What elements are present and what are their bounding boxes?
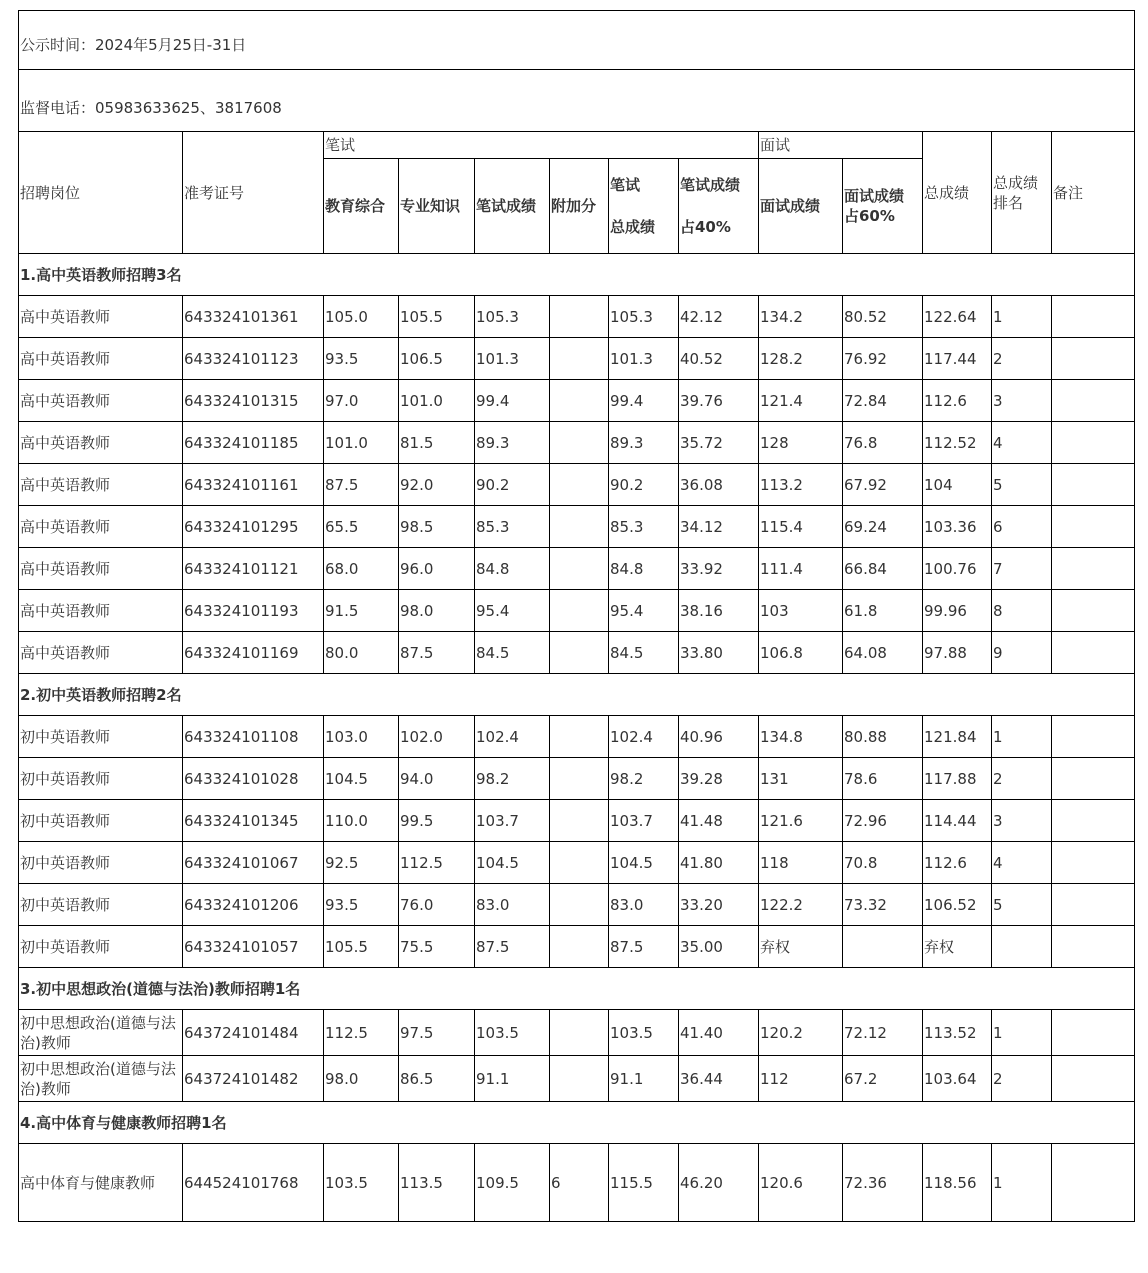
cell-major-score: 98.5: [399, 506, 475, 548]
cell-written-total: 95.4: [609, 590, 679, 632]
cell-ticket: 643324101169: [183, 632, 324, 674]
cell-major-score: 105.5: [399, 296, 475, 338]
cell-major-score: 101.0: [399, 380, 475, 422]
cell-interview-pct: 64.08: [843, 632, 923, 674]
cell-major-score: 86.5: [399, 1056, 475, 1102]
cell-interview-pct: 80.88: [843, 716, 923, 758]
cell-major-score: 92.0: [399, 464, 475, 506]
cell-rank: 1: [992, 1010, 1052, 1056]
header-written-pct: [679, 159, 759, 254]
cell-edu-score: 105.5: [324, 926, 399, 968]
cell-bonus: [550, 884, 609, 926]
cell-interview-pct: 72.12: [843, 1010, 923, 1056]
cell-position: 高中英语教师: [19, 380, 183, 422]
cell-major-score: 98.0: [399, 590, 475, 632]
table-row: [19, 1144, 1135, 1222]
cell-position: 高中英语教师: [19, 590, 183, 632]
cell-position: 高中英语教师: [19, 296, 183, 338]
cell-written-score: 87.5: [475, 926, 550, 968]
header-edu: 教育综合: [324, 159, 399, 254]
cell-position: 初中思想政治(道德与法治)教师: [19, 1010, 183, 1056]
cell-major-score: 81.5: [399, 422, 475, 464]
cell-edu-score: 98.0: [324, 1056, 399, 1102]
header-ticket: 准考证号: [183, 132, 324, 254]
cell-total-score: 97.88: [923, 632, 992, 674]
table-row: [19, 422, 1135, 464]
cell-rank: 5: [992, 464, 1052, 506]
cell-rank: 5: [992, 884, 1052, 926]
cell-bonus: [550, 506, 609, 548]
cell-ticket: 643324101315: [183, 380, 324, 422]
cell-written-pct: 39.28: [679, 758, 759, 800]
cell-interview-score: 弃权: [759, 926, 843, 968]
cell-total-score: 106.52: [923, 884, 992, 926]
cell-remark: [1052, 464, 1135, 506]
cell-remark: [1052, 842, 1135, 884]
cell-written-total: 90.2: [609, 464, 679, 506]
cell-written-pct: 41.40: [679, 1010, 759, 1056]
cell-interview-score: 120.6: [759, 1144, 843, 1222]
table-row: [19, 338, 1135, 380]
supervision-phone: 监督电话：05983633625、3817608: [19, 70, 1135, 132]
cell-interview-score: 113.2: [759, 464, 843, 506]
cell-bonus: [550, 1010, 609, 1056]
cell-remark: [1052, 716, 1135, 758]
cell-remark: [1052, 800, 1135, 842]
cell-written-pct: 34.12: [679, 506, 759, 548]
cell-interview-pct: 80.52: [843, 296, 923, 338]
cell-written-total: 115.5: [609, 1144, 679, 1222]
cell-position: 高中英语教师: [19, 632, 183, 674]
cell-ticket: 643324101121: [183, 548, 324, 590]
section-title: 3.初中思想政治(道德与法治)教师招聘1名: [19, 968, 1135, 1010]
cell-written-pct: 35.00: [679, 926, 759, 968]
cell-written-score: 104.5: [475, 842, 550, 884]
cell-interview-score: 121.6: [759, 800, 843, 842]
cell-rank: [992, 926, 1052, 968]
cell-remark: [1052, 632, 1135, 674]
cell-total-score: 弃权: [923, 926, 992, 968]
section-header-row: [19, 968, 1135, 1010]
cell-written-score: 109.5: [475, 1144, 550, 1222]
cell-position: 初中英语教师: [19, 758, 183, 800]
header-interview-score: 面试成绩: [759, 159, 843, 254]
cell-major-score: 96.0: [399, 548, 475, 590]
cell-written-score: 89.3: [475, 422, 550, 464]
cell-bonus: [550, 716, 609, 758]
cell-total-score: 121.84: [923, 716, 992, 758]
cell-edu-score: 97.0: [324, 380, 399, 422]
cell-interview-pct: 73.32: [843, 884, 923, 926]
cell-edu-score: 80.0: [324, 632, 399, 674]
cell-edu-score: 103.0: [324, 716, 399, 758]
cell-written-score: 84.8: [475, 548, 550, 590]
cell-edu-score: 87.5: [324, 464, 399, 506]
cell-ticket: 643324101206: [183, 884, 324, 926]
header-rank-line1: 总成绩: [993, 173, 1039, 192]
table-row: [19, 842, 1135, 884]
cell-position: 高中英语教师: [19, 338, 183, 380]
cell-written-score: 99.4: [475, 380, 550, 422]
cell-total-score: 104: [923, 464, 992, 506]
header-bonus: 附加分: [550, 159, 609, 254]
cell-remark: [1052, 422, 1135, 464]
cell-interview-score: 111.4: [759, 548, 843, 590]
cell-major-score: 97.5: [399, 1010, 475, 1056]
cell-ticket: 643324101295: [183, 506, 324, 548]
cell-ticket: 643324101123: [183, 338, 324, 380]
cell-major-score: 106.5: [399, 338, 475, 380]
cell-written-score: 83.0: [475, 884, 550, 926]
cell-interview-pct: 72.84: [843, 380, 923, 422]
cell-bonus: [550, 548, 609, 590]
cell-rank: 1: [992, 1144, 1052, 1222]
cell-written-total: 84.5: [609, 632, 679, 674]
cell-interview-score: 134.2: [759, 296, 843, 338]
cell-edu-score: 93.5: [324, 338, 399, 380]
cell-interview-pct: 69.24: [843, 506, 923, 548]
cell-total-score: 99.96: [923, 590, 992, 632]
cell-written-pct: 33.20: [679, 884, 759, 926]
cell-bonus: [550, 842, 609, 884]
cell-position: 高中体育与健康教师: [19, 1144, 183, 1222]
cell-edu-score: 101.0: [324, 422, 399, 464]
cell-bonus: [550, 296, 609, 338]
cell-position: 初中英语教师: [19, 716, 183, 758]
cell-written-pct: 39.76: [679, 380, 759, 422]
cell-edu-score: 65.5: [324, 506, 399, 548]
cell-written-pct: 46.20: [679, 1144, 759, 1222]
cell-interview-pct: 78.6: [843, 758, 923, 800]
cell-edu-score: 93.5: [324, 884, 399, 926]
cell-written-pct: 36.44: [679, 1056, 759, 1102]
cell-interview-score: 120.2: [759, 1010, 843, 1056]
cell-edu-score: 110.0: [324, 800, 399, 842]
cell-written-pct: 41.80: [679, 842, 759, 884]
cell-total-score: 113.52: [923, 1010, 992, 1056]
header-rank: [992, 132, 1052, 254]
header-interview-group: 面试: [759, 132, 923, 159]
cell-ticket: 643324101161: [183, 464, 324, 506]
cell-written-score: 101.3: [475, 338, 550, 380]
header-written-pct-line1: 笔试成绩: [680, 176, 741, 194]
cell-position: 高中英语教师: [19, 464, 183, 506]
table-row: [19, 1056, 1135, 1102]
table-row: [19, 548, 1135, 590]
header-written-total-line1: 笔试: [610, 176, 641, 194]
cell-written-pct: 33.92: [679, 548, 759, 590]
table-row: [19, 1010, 1135, 1056]
cell-ticket: 643324101108: [183, 716, 324, 758]
cell-total-score: 103.64: [923, 1056, 992, 1102]
cell-remark: [1052, 590, 1135, 632]
header-written-total-line2: 总成绩: [610, 218, 656, 236]
cell-rank: 1: [992, 296, 1052, 338]
cell-written-total: 101.3: [609, 338, 679, 380]
section-header-row: [19, 254, 1135, 296]
cell-written-score: 95.4: [475, 590, 550, 632]
cell-major-score: 87.5: [399, 632, 475, 674]
cell-bonus: [550, 1056, 609, 1102]
cell-remark: [1052, 884, 1135, 926]
table-row: [19, 506, 1135, 548]
cell-written-total: 87.5: [609, 926, 679, 968]
section-title: 2.初中英语教师招聘2名: [19, 674, 1135, 716]
cell-bonus: [550, 632, 609, 674]
cell-written-total: 91.1: [609, 1056, 679, 1102]
cell-interview-score: 122.2: [759, 884, 843, 926]
cell-rank: 7: [992, 548, 1052, 590]
cell-interview-score: 112: [759, 1056, 843, 1102]
cell-written-score: 98.2: [475, 758, 550, 800]
cell-remark: [1052, 758, 1135, 800]
table-row: [19, 464, 1135, 506]
cell-position: 高中英语教师: [19, 422, 183, 464]
cell-position: 高中英语教师: [19, 548, 183, 590]
cell-bonus: [550, 926, 609, 968]
cell-ticket: 643724101484: [183, 1010, 324, 1056]
cell-major-score: 75.5: [399, 926, 475, 968]
cell-total-score: 118.56: [923, 1144, 992, 1222]
section-title: 1.高中英语教师招聘3名: [19, 254, 1135, 296]
cell-major-score: 113.5: [399, 1144, 475, 1222]
cell-written-pct: 38.16: [679, 590, 759, 632]
cell-interview-pct: 76.92: [843, 338, 923, 380]
cell-rank: 4: [992, 422, 1052, 464]
cell-written-total: 103.5: [609, 1010, 679, 1056]
cell-written-pct: 40.52: [679, 338, 759, 380]
table-row: [19, 800, 1135, 842]
header-interview-pct-line2: 占60%: [844, 207, 895, 225]
header-rank-line2: 排名: [993, 193, 1024, 212]
table-row: [19, 632, 1135, 674]
cell-written-pct: 36.08: [679, 464, 759, 506]
cell-written-pct: 42.12: [679, 296, 759, 338]
cell-interview-score: 103: [759, 590, 843, 632]
cell-remark: [1052, 1010, 1135, 1056]
table-row: [19, 716, 1135, 758]
cell-written-score: 102.4: [475, 716, 550, 758]
cell-rank: 3: [992, 380, 1052, 422]
cell-edu-score: 68.0: [324, 548, 399, 590]
cell-remark: [1052, 548, 1135, 590]
cell-remark: [1052, 338, 1135, 380]
section-header-row: [19, 674, 1135, 716]
cell-ticket: 644524101768: [183, 1144, 324, 1222]
cell-total-score: 114.44: [923, 800, 992, 842]
cell-interview-pct: 66.84: [843, 548, 923, 590]
cell-total-score: 112.6: [923, 842, 992, 884]
cell-written-total: 89.3: [609, 422, 679, 464]
cell-edu-score: 104.5: [324, 758, 399, 800]
cell-interview-score: 134.8: [759, 716, 843, 758]
header-major: 专业知识: [399, 159, 475, 254]
cell-bonus: [550, 800, 609, 842]
cell-edu-score: 105.0: [324, 296, 399, 338]
header-remark: 备注: [1052, 132, 1135, 254]
cell-edu-score: 103.5: [324, 1144, 399, 1222]
cell-bonus: [550, 464, 609, 506]
cell-bonus: [550, 422, 609, 464]
cell-interview-score: 128: [759, 422, 843, 464]
cell-written-score: 90.2: [475, 464, 550, 506]
cell-interview-pct: 70.8: [843, 842, 923, 884]
cell-position: 初中思想政治(道德与法治)教师: [19, 1056, 183, 1102]
results-table: [18, 10, 1135, 1222]
cell-written-total: 83.0: [609, 884, 679, 926]
header-interview-pct-line1: 面试成绩: [844, 187, 905, 205]
cell-interview-pct: 67.92: [843, 464, 923, 506]
cell-bonus: [550, 590, 609, 632]
table-row: [19, 758, 1135, 800]
cell-total-score: 100.76: [923, 548, 992, 590]
cell-interview-pct: 72.36: [843, 1144, 923, 1222]
cell-ticket: 643324101361: [183, 296, 324, 338]
cell-major-score: 102.0: [399, 716, 475, 758]
header-position: 招聘岗位: [19, 132, 183, 254]
header-total: 总成绩: [923, 132, 992, 254]
header-written-score: 笔试成绩: [475, 159, 550, 254]
cell-interview-pct: 61.8: [843, 590, 923, 632]
cell-written-total: 103.7: [609, 800, 679, 842]
cell-major-score: 94.0: [399, 758, 475, 800]
cell-ticket: 643324101067: [183, 842, 324, 884]
cell-bonus: [550, 380, 609, 422]
cell-written-score: 84.5: [475, 632, 550, 674]
header-interview-pct: [843, 159, 923, 254]
cell-rank: 6: [992, 506, 1052, 548]
header-written-total: [609, 159, 679, 254]
cell-written-total: 105.3: [609, 296, 679, 338]
cell-written-score: 105.3: [475, 296, 550, 338]
cell-ticket: 643324101193: [183, 590, 324, 632]
cell-total-score: 117.88: [923, 758, 992, 800]
cell-rank: 2: [992, 338, 1052, 380]
cell-major-score: 76.0: [399, 884, 475, 926]
cell-position: 初中英语教师: [19, 884, 183, 926]
cell-remark: [1052, 296, 1135, 338]
cell-total-score: 103.36: [923, 506, 992, 548]
cell-position: 初中英语教师: [19, 842, 183, 884]
cell-major-score: 112.5: [399, 842, 475, 884]
cell-written-score: 103.5: [475, 1010, 550, 1056]
cell-rank: 2: [992, 758, 1052, 800]
cell-remark: [1052, 926, 1135, 968]
cell-remark: [1052, 1056, 1135, 1102]
cell-rank: 1: [992, 716, 1052, 758]
cell-interview-score: 106.8: [759, 632, 843, 674]
table-row: [19, 296, 1135, 338]
cell-edu-score: 91.5: [324, 590, 399, 632]
cell-written-pct: 35.72: [679, 422, 759, 464]
cell-ticket: 643324101185: [183, 422, 324, 464]
header-written-group: 笔试: [324, 132, 759, 159]
cell-total-score: 122.64: [923, 296, 992, 338]
cell-written-score: 85.3: [475, 506, 550, 548]
cell-written-score: 91.1: [475, 1056, 550, 1102]
section-header-row: [19, 1102, 1135, 1144]
cell-written-pct: 41.48: [679, 800, 759, 842]
cell-total-score: 112.52: [923, 422, 992, 464]
cell-interview-score: 115.4: [759, 506, 843, 548]
cell-rank: 3: [992, 800, 1052, 842]
section-title: 4.高中体育与健康教师招聘1名: [19, 1102, 1135, 1144]
cell-written-total: 99.4: [609, 380, 679, 422]
cell-rank: 2: [992, 1056, 1052, 1102]
cell-written-total: 84.8: [609, 548, 679, 590]
cell-ticket: 643724101482: [183, 1056, 324, 1102]
cell-edu-score: 92.5: [324, 842, 399, 884]
cell-rank: 9: [992, 632, 1052, 674]
cell-ticket: 643324101057: [183, 926, 324, 968]
cell-written-total: 104.5: [609, 842, 679, 884]
cell-interview-score: 121.4: [759, 380, 843, 422]
cell-interview-score: 131: [759, 758, 843, 800]
cell-written-total: 85.3: [609, 506, 679, 548]
header-written-pct-line2: 占40%: [680, 218, 731, 236]
table-row: [19, 380, 1135, 422]
cell-written-pct: 33.80: [679, 632, 759, 674]
cell-interview-pct: 72.96: [843, 800, 923, 842]
cell-rank: 8: [992, 590, 1052, 632]
cell-written-score: 103.7: [475, 800, 550, 842]
cell-remark: [1052, 1144, 1135, 1222]
cell-rank: 4: [992, 842, 1052, 884]
cell-position: 初中英语教师: [19, 926, 183, 968]
table-row: [19, 884, 1135, 926]
cell-bonus: [550, 758, 609, 800]
cell-total-score: 117.44: [923, 338, 992, 380]
cell-interview-score: 128.2: [759, 338, 843, 380]
cell-position: 初中英语教师: [19, 800, 183, 842]
cell-bonus: [550, 338, 609, 380]
announcement-period: 公示时间：2024年5月25日-31日: [19, 11, 1135, 70]
cell-remark: [1052, 380, 1135, 422]
table-row: [19, 926, 1135, 968]
table-row: [19, 590, 1135, 632]
cell-written-pct: 40.96: [679, 716, 759, 758]
cell-interview-pct: [843, 926, 923, 968]
cell-remark: [1052, 506, 1135, 548]
cell-bonus: 6: [550, 1144, 609, 1222]
cell-total-score: 112.6: [923, 380, 992, 422]
cell-written-total: 98.2: [609, 758, 679, 800]
cell-ticket: 643324101028: [183, 758, 324, 800]
cell-interview-pct: 67.2: [843, 1056, 923, 1102]
cell-major-score: 99.5: [399, 800, 475, 842]
cell-edu-score: 112.5: [324, 1010, 399, 1056]
cell-written-total: 102.4: [609, 716, 679, 758]
cell-position: 高中英语教师: [19, 506, 183, 548]
cell-interview-pct: 76.8: [843, 422, 923, 464]
cell-interview-score: 118: [759, 842, 843, 884]
cell-ticket: 643324101345: [183, 800, 324, 842]
